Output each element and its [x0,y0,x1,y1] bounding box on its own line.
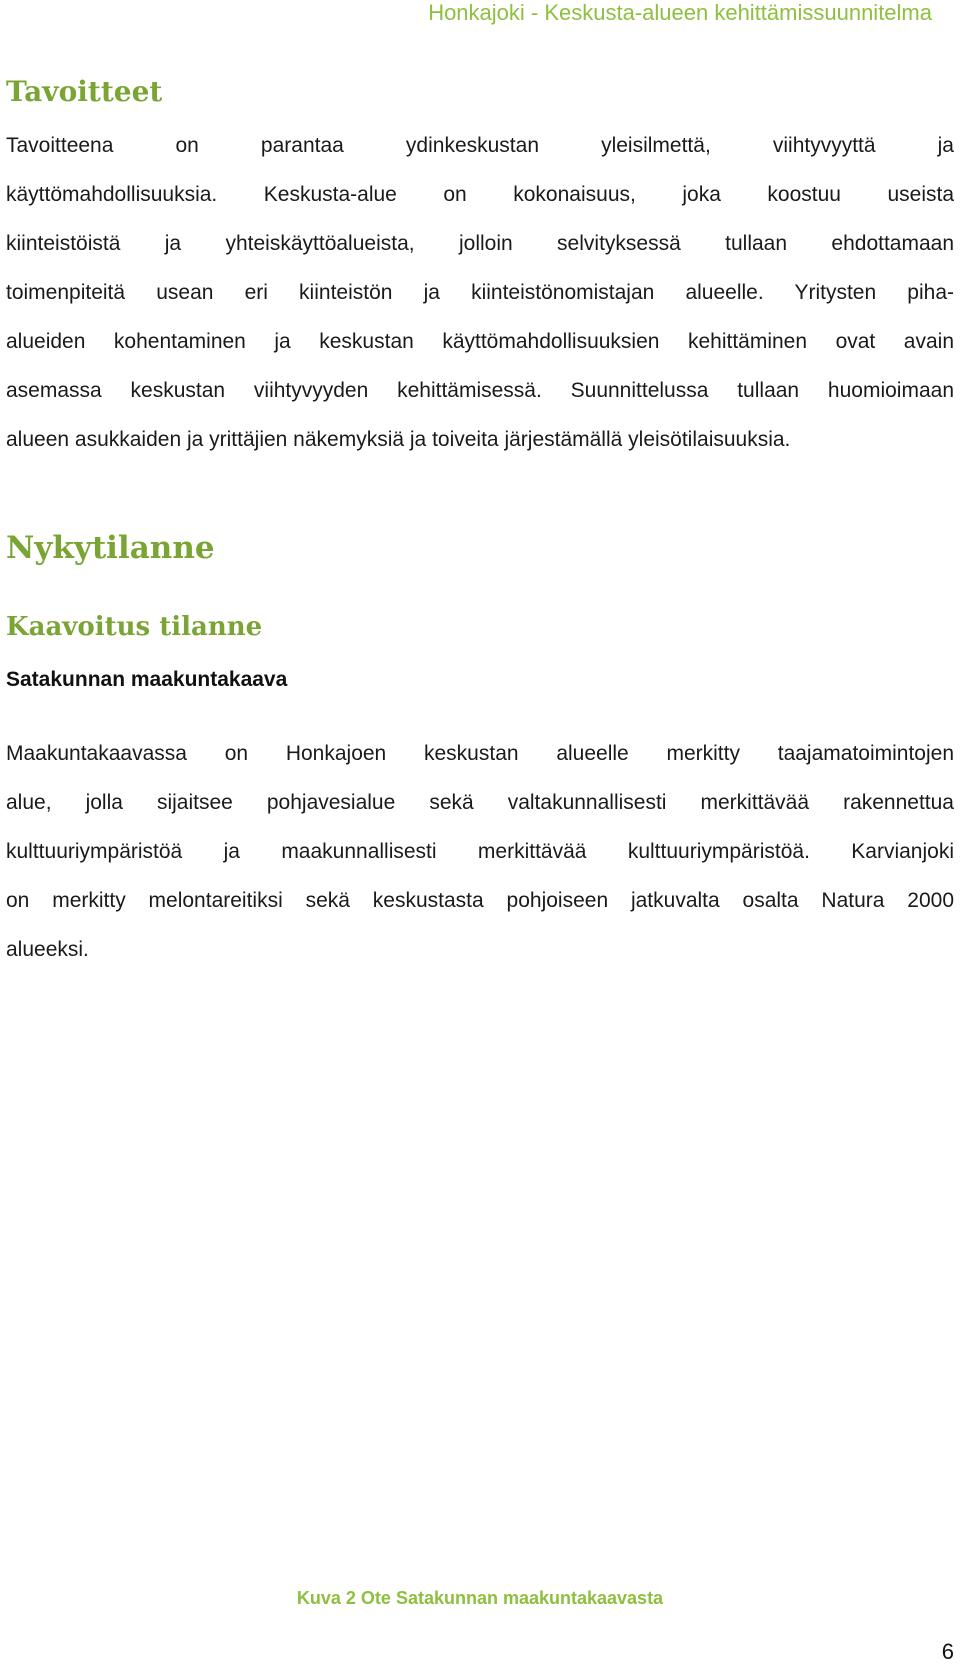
paragraph-line: Maakuntakaavassa on Honkajoen keskustan alueelle merkitty taajamatoimintojen [6,742,954,765]
paragraph-maakuntakaava [6,729,954,974]
paragraph-tavoitteet [6,121,954,464]
heading-nykytilanne: Nykytilanne [6,530,215,566]
paragraph-line: asemassa keskustan viihtyvyyden kehittämisessä. Suunnittelussa tullaan huomioimaan [6,379,954,402]
page-number: 6 [941,1639,954,1664]
paragraph-line: alueiden kohentaminen ja keskustan käyttömahdollisuuksien kehittäminen ovat avain [6,330,954,353]
figure-caption: Kuva 2 Ote Satakunnan maakuntakaavasta [296,1588,664,1608]
paragraph-line: toimenpiteitä usean eri kiinteistön ja kiinteistönomistajan alueelle. Yritysten piha- [6,281,954,304]
paragraph-line: alueen asukkaiden ja yrittäjien näkemyksiä ja toiveita järjestämällä yleisötilaisuuksia. [6,428,791,451]
heading-tavoitteet: Tavoitteet [6,75,163,108]
paragraph-line: alueeksi. [6,938,89,961]
paragraph-line: on merkitty melontareitiksi sekä keskustasta pohjoiseen jatkuvalta osalta Natura 2000 [6,889,954,912]
heading-satakunnan-maakuntakaava: Satakunnan maakuntakaava [6,668,288,691]
paragraph-line: alue, jolla sijaitsee pohjavesialue sekä valtakunnallisesti merkittävää rakennettua [6,791,954,814]
paragraph-line: käyttömahdollisuuksia. Keskusta-alue on kokonaisuus, joka koostuu useista [6,183,954,206]
paragraph-line: kulttuuriympäristöä ja maakunnallisesti merkittävää kulttuuriympäristöä. Karvianjoki [6,840,954,863]
paragraph-line: kiinteistöistä ja yhteiskäyttöalueista, jolloin selvityksessä tullaan ehdottamaan [6,232,954,255]
paragraph-line: Tavoitteena on parantaa ydinkeskustan yleisilmettä, viihtyvyyttä ja [6,134,954,157]
heading-kaavoitus-tilanne: Kaavoitus tilanne [6,612,263,642]
running-header: Honkajoki - Keskusta-alueen kehittämissuunnitelma [428,0,932,25]
